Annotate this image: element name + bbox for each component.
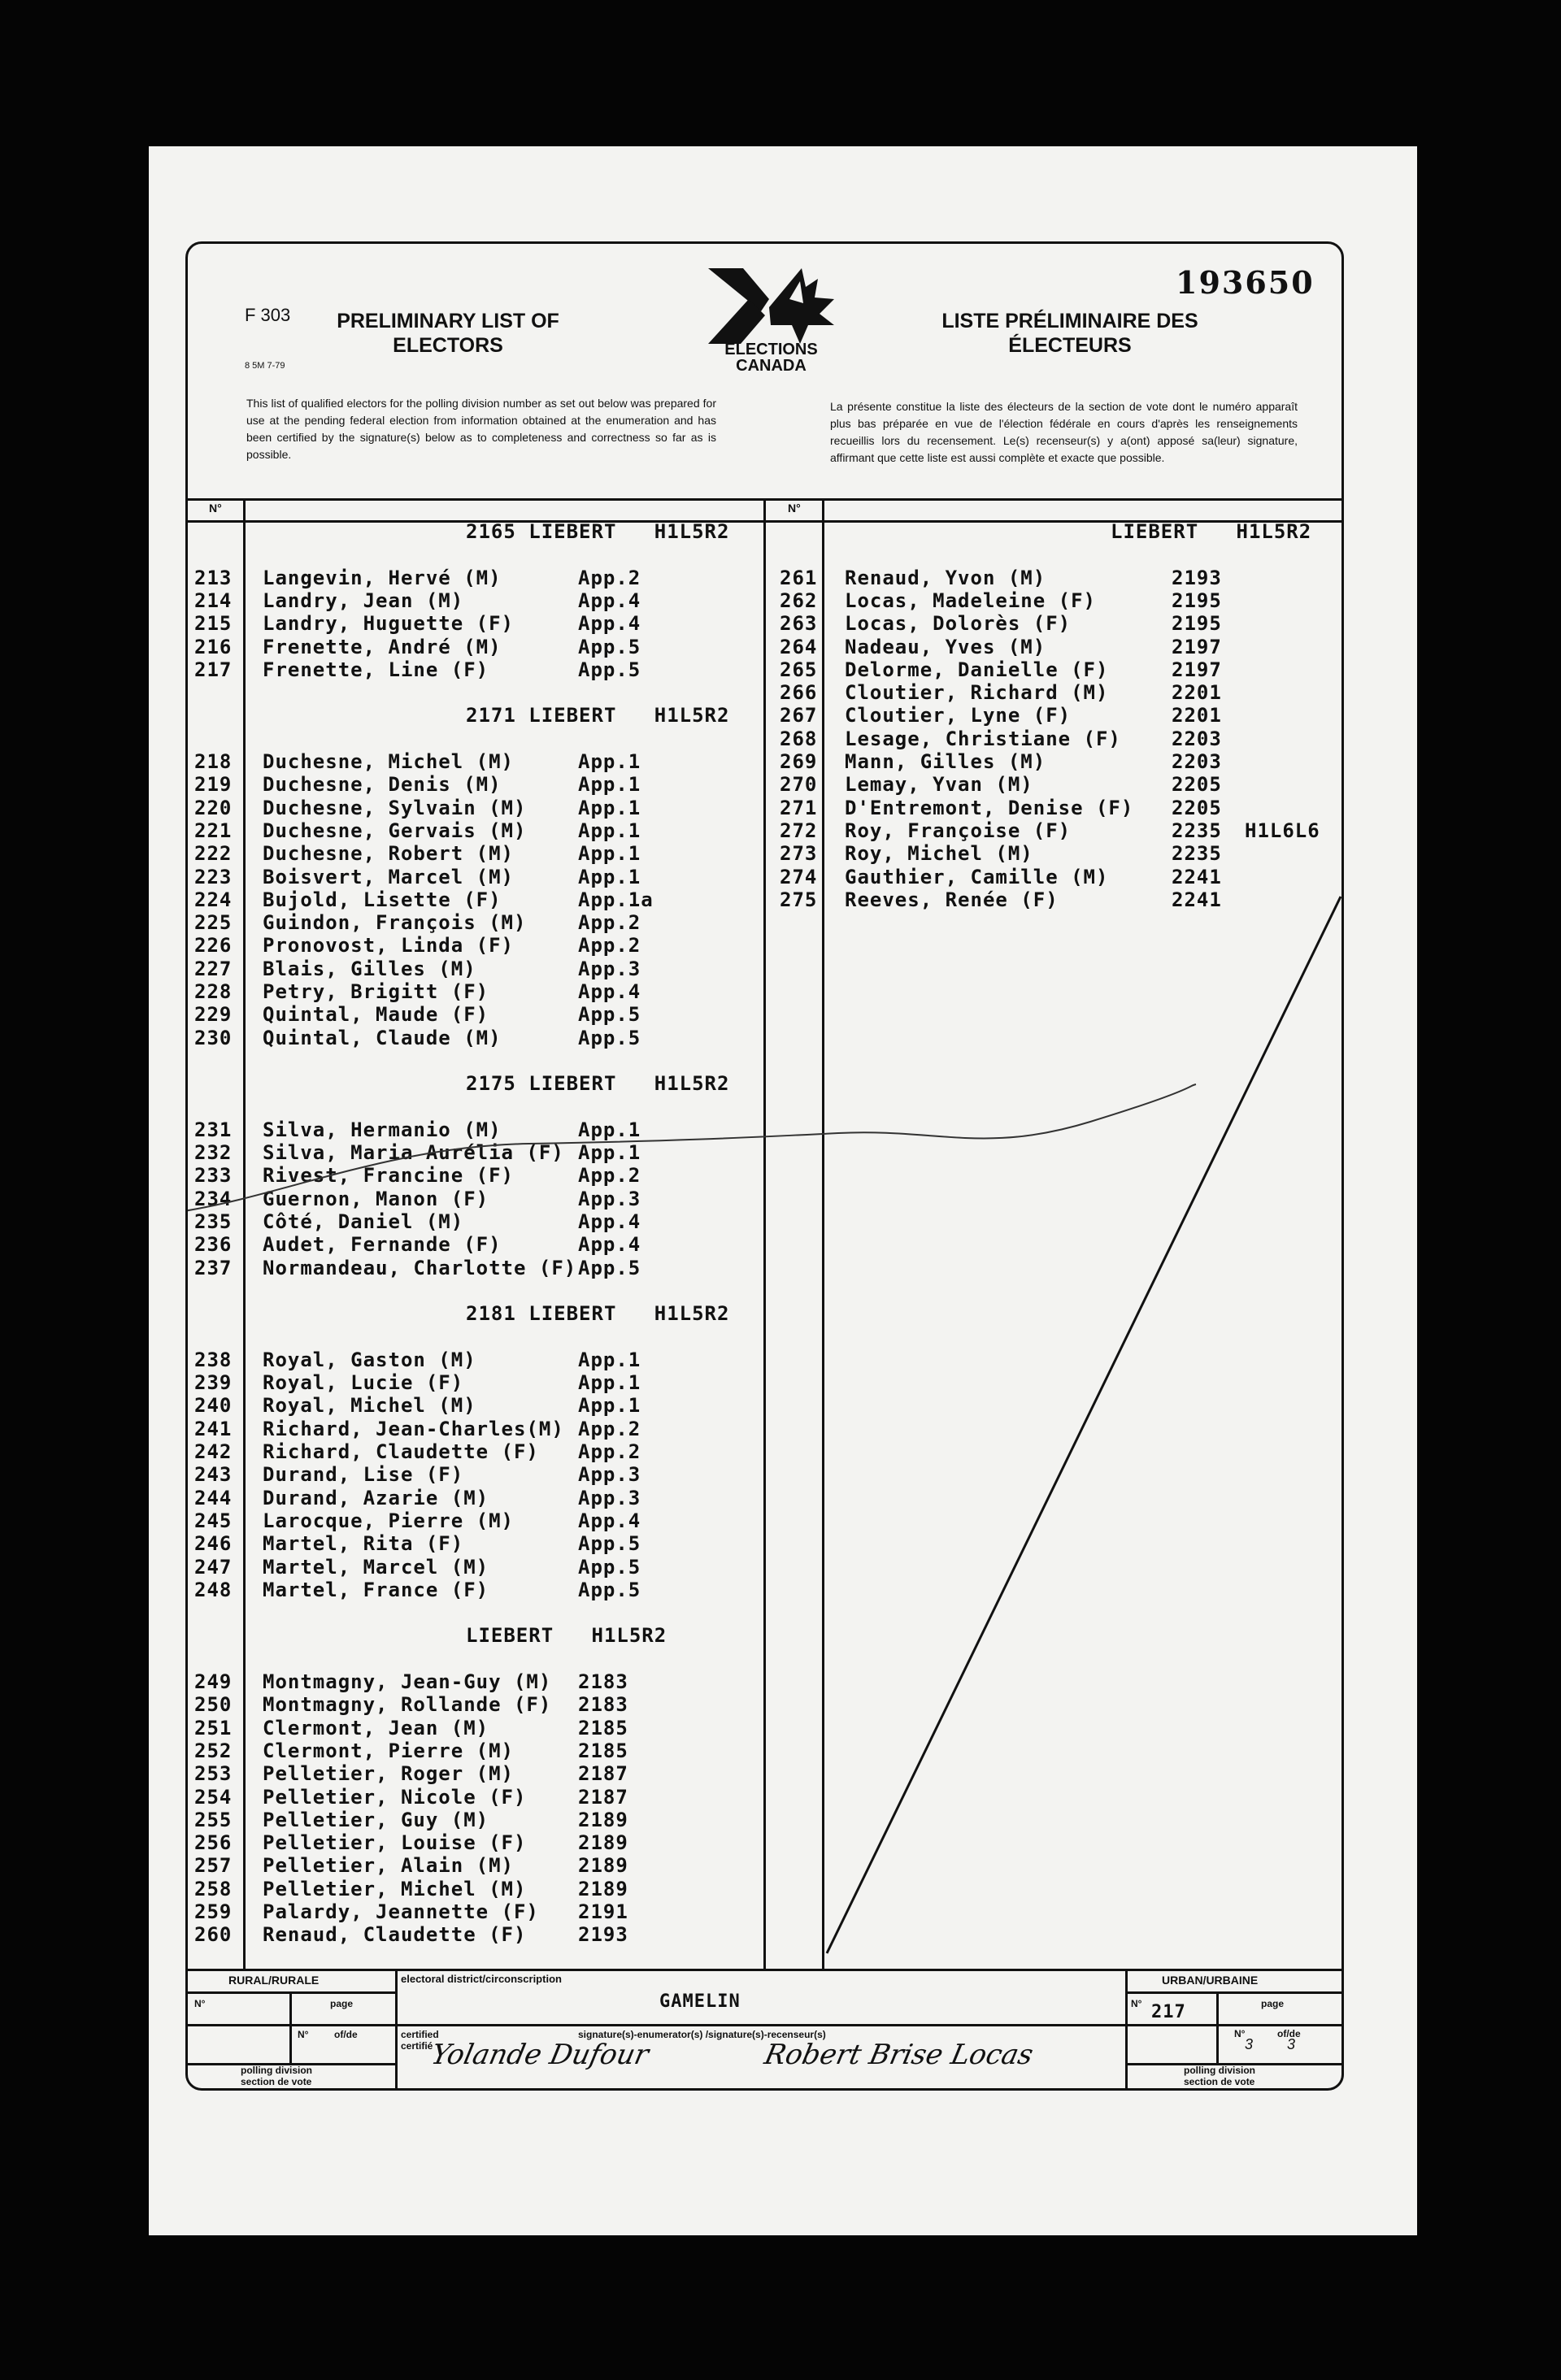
elector-number: 244 bbox=[194, 1486, 233, 1509]
elector-number: 265 bbox=[780, 658, 818, 681]
footer-rule-2 bbox=[1125, 1969, 1128, 2091]
elector-address: App.3 bbox=[578, 957, 641, 980]
elector-name: Pelletier, Nicole (F) bbox=[263, 1785, 527, 1809]
rural-label: RURAL/RURALE bbox=[228, 1974, 320, 1987]
elector-number: 222 bbox=[194, 842, 233, 866]
title-en-line2: ELECTORS bbox=[393, 334, 503, 357]
elector-address: 2183 bbox=[578, 1693, 628, 1717]
elector-name: Langevin, Hervé (M) bbox=[263, 566, 502, 589]
elector-number: 245 bbox=[194, 1509, 233, 1532]
elector-name: Nadeau, Yves (M) bbox=[845, 635, 1046, 658]
certified-label-fr: certifié bbox=[401, 2040, 433, 2052]
rural-page-label: page bbox=[330, 1998, 354, 2009]
elector-address: 2203 bbox=[1172, 727, 1222, 750]
elector-name: Pelletier, Louise (F) bbox=[263, 1831, 527, 1855]
elector-number: 227 bbox=[194, 957, 233, 980]
elector-name: Montmagny, Rollande (F) bbox=[263, 1693, 552, 1717]
elector-name: Duchesne, Robert (M) bbox=[263, 842, 514, 866]
elector-name: Bujold, Lisette (F) bbox=[263, 888, 502, 911]
elector-address: App.5 bbox=[578, 658, 641, 681]
elector-name: Duchesne, Sylvain (M) bbox=[263, 796, 527, 819]
elector-number: 235 bbox=[194, 1210, 233, 1233]
elector-address: 2203 bbox=[1172, 750, 1222, 773]
elector-number: 247 bbox=[194, 1555, 233, 1579]
no-header-left: N° bbox=[209, 502, 222, 515]
elector-number: 218 bbox=[194, 750, 233, 773]
elector-address: 2205 bbox=[1172, 796, 1222, 819]
urban-of-value: 3 bbox=[1287, 2036, 1296, 2052]
footer-top-rule bbox=[188, 1969, 1344, 1971]
elector-name: Mann, Gilles (M) bbox=[845, 750, 1046, 773]
elector-name: Cloutier, Lyne (F) bbox=[845, 704, 1072, 727]
elector-address: App.1 bbox=[578, 842, 641, 866]
elector-name: Montmagny, Jean-Guy (M) bbox=[263, 1670, 552, 1693]
elector-address: 2185 bbox=[578, 1716, 628, 1739]
elector-name: Renaud, Yvon (M) bbox=[845, 566, 1046, 589]
elector-address: 2183 bbox=[578, 1670, 628, 1693]
elector-number: 223 bbox=[194, 865, 233, 888]
elector-number: 255 bbox=[194, 1808, 233, 1831]
pen-strokes bbox=[188, 244, 1344, 2091]
elector-address: App.5 bbox=[578, 1256, 641, 1279]
urban-no-label: N° bbox=[1131, 1998, 1142, 2009]
elector-number: 253 bbox=[194, 1762, 233, 1786]
elector-number: 263 bbox=[780, 612, 818, 636]
elector-number: 266 bbox=[780, 681, 818, 705]
intro-english: This list of qualified electors for the polling division number as set out below was prepared for use at the pending federal election from information obtained at the enumeration and has been certified by the signature(s) below as to completeness and correctness so far as is possible. bbox=[246, 397, 716, 461]
elector-address: 2189 bbox=[578, 1808, 628, 1831]
elector-name: Locas, Madeleine (F) bbox=[845, 588, 1096, 612]
elector-name: Royal, Gaston (M) bbox=[263, 1348, 476, 1371]
elector-address: App.1 bbox=[578, 1118, 641, 1141]
elector-address: 2189 bbox=[578, 1854, 628, 1878]
elector-name: Boisvert, Marcel (M) bbox=[263, 865, 514, 888]
elector-number: 261 bbox=[780, 566, 818, 589]
elector-number: 251 bbox=[194, 1716, 233, 1739]
elector-number: 272 bbox=[780, 819, 818, 842]
elector-number: 269 bbox=[780, 750, 818, 773]
elector-number: 237 bbox=[194, 1256, 233, 1279]
elector-address: App.4 bbox=[578, 612, 641, 636]
elector-name: Palardy, Jeannette (F) bbox=[263, 1900, 539, 1923]
elector-address: App.5 bbox=[578, 1026, 641, 1049]
elector-address: App.1 bbox=[578, 773, 641, 797]
elector-postal-code: H1L6L6 bbox=[1245, 819, 1320, 842]
elector-address: App.4 bbox=[578, 1509, 641, 1532]
elector-number: 236 bbox=[194, 1233, 233, 1257]
address-heading: 2175 LIEBERT H1L5R2 bbox=[466, 1072, 730, 1096]
elector-number: 214 bbox=[194, 588, 233, 612]
elector-address: 2193 bbox=[1172, 566, 1222, 589]
elector-name: Delorme, Danielle (F) bbox=[845, 658, 1109, 681]
elector-address: App.4 bbox=[578, 588, 641, 612]
elector-name: Clermont, Jean (M) bbox=[263, 1716, 489, 1739]
elector-number: 234 bbox=[194, 1187, 233, 1210]
elector-number: 215 bbox=[194, 612, 233, 636]
elector-number: 270 bbox=[780, 773, 818, 797]
elector-name: Pelletier, Roger (M) bbox=[263, 1762, 514, 1786]
electors-list-form bbox=[185, 241, 1344, 2091]
elector-address: App.2 bbox=[578, 1417, 641, 1440]
address-heading: LIEBERT H1L5R2 bbox=[1111, 520, 1312, 543]
elector-number: 271 bbox=[780, 796, 818, 819]
elector-number: 254 bbox=[194, 1785, 233, 1809]
elector-name: Royal, Lucie (F) bbox=[263, 1371, 464, 1395]
elector-name: Larocque, Pierre (M) bbox=[263, 1509, 514, 1532]
elector-number: 273 bbox=[780, 842, 818, 866]
elector-name: Lemay, Yvan (M) bbox=[845, 773, 1033, 797]
elector-address: App.3 bbox=[578, 1486, 641, 1509]
footer-rural-page-rule bbox=[289, 1991, 292, 2063]
elector-name: Guernon, Manon (F) bbox=[263, 1187, 489, 1210]
elector-name: Renaud, Claudette (F) bbox=[263, 1923, 527, 1947]
certified-label-en: certified bbox=[401, 2029, 439, 2040]
elector-name: Reeves, Renée (F) bbox=[845, 888, 1059, 911]
elector-address: App.1 bbox=[578, 1371, 641, 1395]
elector-number: 268 bbox=[780, 727, 818, 750]
elector-number: 240 bbox=[194, 1394, 233, 1418]
elector-number: 225 bbox=[194, 911, 233, 935]
elector-number: 229 bbox=[194, 1003, 233, 1027]
elector-name: Guindon, François (M) bbox=[263, 911, 527, 935]
signature-label: signature(s)-enumerator(s) /signature(s)-recenseur(s) bbox=[578, 2029, 826, 2040]
elector-name: Martel, Marcel (M) bbox=[263, 1555, 489, 1579]
title-fr-line2: ÉLECTEURS bbox=[1008, 334, 1132, 357]
elector-name: Landry, Jean (M) bbox=[263, 588, 464, 612]
elector-address: App.1 bbox=[578, 1348, 641, 1371]
elector-number: 226 bbox=[194, 934, 233, 958]
elector-address: App.5 bbox=[578, 1532, 641, 1556]
elector-name: Blais, Gilles (M) bbox=[263, 957, 476, 980]
urban-of-label: of/de bbox=[1277, 2028, 1301, 2039]
elector-address: App.1 bbox=[578, 796, 641, 819]
elector-name: Frenette, André (M) bbox=[263, 635, 502, 658]
elector-name: D'Entremont, Denise (F) bbox=[845, 796, 1134, 819]
urban-page-label: page bbox=[1261, 1998, 1285, 2009]
elector-number: 262 bbox=[780, 588, 818, 612]
elector-address: App.3 bbox=[578, 1187, 641, 1210]
elector-name: Cloutier, Richard (M) bbox=[845, 681, 1109, 705]
elector-address: 2241 bbox=[1172, 865, 1222, 888]
elector-number: 258 bbox=[194, 1877, 233, 1900]
elector-number: 233 bbox=[194, 1164, 233, 1188]
elector-name: Martel, France (F) bbox=[263, 1578, 489, 1601]
no-header-right: N° bbox=[788, 502, 801, 515]
elector-number: 257 bbox=[194, 1854, 233, 1878]
signature-yolande-dufour: Yolande Dufour bbox=[428, 2039, 652, 2071]
elector-number: 241 bbox=[194, 1417, 233, 1440]
title-en-line1: PRELIMINARY LIST OF bbox=[337, 310, 559, 332]
elector-address: 2189 bbox=[578, 1877, 628, 1900]
elector-address: App.5 bbox=[578, 1578, 641, 1601]
elector-address: App.1 bbox=[578, 1141, 641, 1165]
elector-address: App.4 bbox=[578, 980, 641, 1003]
signature-robert-brise-locas: Robert Brise Locas bbox=[761, 2039, 1037, 2071]
elector-address: App.1 bbox=[578, 819, 641, 842]
district-label: electoral district/circonscription bbox=[401, 1973, 562, 1985]
elector-number: 252 bbox=[194, 1739, 233, 1762]
form-code: F 303 bbox=[245, 305, 291, 325]
elector-name: Lesage, Christiane (F) bbox=[845, 727, 1121, 750]
elector-address: App.2 bbox=[578, 1440, 641, 1463]
elector-address: App.2 bbox=[578, 911, 641, 935]
elector-address: 2235 bbox=[1172, 819, 1222, 842]
elector-name: Landry, Huguette (F) bbox=[263, 612, 514, 636]
elector-address: 2187 bbox=[578, 1785, 628, 1809]
elector-address: App.5 bbox=[578, 635, 641, 658]
elector-name: Côté, Daniel (M) bbox=[263, 1210, 464, 1233]
elector-address: 2193 bbox=[578, 1923, 628, 1947]
urban-label: URBAN/URBAINE bbox=[1162, 1974, 1259, 1987]
address-heading: 2171 LIEBERT H1L5R2 bbox=[466, 704, 730, 727]
elector-address: 2197 bbox=[1172, 658, 1222, 681]
elector-name: Quintal, Maude (F) bbox=[263, 1003, 489, 1027]
elector-number: 246 bbox=[194, 1532, 233, 1556]
logo-text-1: ELECTIONS bbox=[724, 341, 818, 358]
elector-address: 2201 bbox=[1172, 681, 1222, 705]
elector-name: Clermont, Pierre (M) bbox=[263, 1739, 514, 1762]
elector-name: Petry, Brigitt (F) bbox=[263, 980, 489, 1003]
elector-name: Silva, Hermanio (M) bbox=[263, 1118, 502, 1141]
elector-number: 232 bbox=[194, 1141, 233, 1165]
elector-address: App.2 bbox=[578, 1164, 641, 1188]
elector-address: App.1 bbox=[578, 1394, 641, 1418]
rural-no-label: N° bbox=[194, 1998, 206, 2009]
elector-name: Durand, Azarie (M) bbox=[263, 1486, 489, 1509]
elector-address: 2195 bbox=[1172, 612, 1222, 636]
elector-address: App.4 bbox=[578, 1233, 641, 1257]
elector-name: Royal, Michel (M) bbox=[263, 1394, 476, 1418]
elector-number: 275 bbox=[780, 888, 818, 911]
elector-name: Richard, Jean-Charles(M) bbox=[263, 1417, 564, 1440]
form-date: 8 5M 7-79 bbox=[245, 361, 285, 371]
elector-name: Normandeau, Charlotte (F) bbox=[263, 1256, 577, 1279]
elector-name: Silva, Maria Aurélia (F) bbox=[263, 1141, 564, 1165]
elector-address: 2189 bbox=[578, 1831, 628, 1855]
elector-address: 2201 bbox=[1172, 704, 1222, 727]
elector-address: 2205 bbox=[1172, 773, 1222, 797]
elector-name: Roy, Françoise (F) bbox=[845, 819, 1072, 842]
elector-name: Frenette, Line (F) bbox=[263, 658, 489, 681]
elector-number: 267 bbox=[780, 704, 818, 727]
elector-number: 224 bbox=[194, 888, 233, 911]
rural-polling-line1: polling division bbox=[241, 2065, 312, 2076]
elector-number: 221 bbox=[194, 819, 233, 842]
elector-name: Pronovost, Linda (F) bbox=[263, 934, 514, 958]
elector-number: 231 bbox=[194, 1118, 233, 1141]
footer-urban-rule bbox=[1125, 1991, 1344, 1994]
elector-number: 213 bbox=[194, 566, 233, 589]
elector-address: App.5 bbox=[578, 1555, 641, 1579]
elector-address: 2187 bbox=[578, 1762, 628, 1786]
elector-name: Quintal, Claude (M) bbox=[263, 1026, 502, 1049]
district-value: GAMELIN bbox=[659, 1991, 741, 2012]
urban-page-value: 3 bbox=[1245, 2036, 1254, 2052]
elector-number: 217 bbox=[194, 658, 233, 681]
elector-number: 249 bbox=[194, 1670, 233, 1693]
elector-address: App.5 bbox=[578, 1003, 641, 1027]
elector-name: Duchesne, Gervais (M) bbox=[263, 819, 527, 842]
elector-address: 2195 bbox=[1172, 588, 1222, 612]
elector-address: App.2 bbox=[578, 566, 641, 589]
elector-name: Duchesne, Denis (M) bbox=[263, 773, 502, 797]
elector-name: Roy, Michel (M) bbox=[845, 842, 1033, 866]
elector-address: 2197 bbox=[1172, 635, 1222, 658]
elector-number: 256 bbox=[194, 1831, 233, 1855]
urban-polling-line1: polling division bbox=[1184, 2065, 1255, 2076]
address-heading: 2165 LIEBERT H1L5R2 bbox=[466, 520, 730, 543]
elector-number: 274 bbox=[780, 865, 818, 888]
elector-number: 220 bbox=[194, 796, 233, 819]
elector-number: 248 bbox=[194, 1578, 233, 1601]
elector-name: Audet, Fernande (F) bbox=[263, 1233, 502, 1257]
elector-number: 238 bbox=[194, 1348, 233, 1371]
elector-name: Pelletier, Guy (M) bbox=[263, 1808, 489, 1831]
logo-text-2: CANADA bbox=[736, 357, 807, 375]
elector-name: Pelletier, Michel (M) bbox=[263, 1877, 527, 1900]
elector-name: Richard, Claudette (F) bbox=[263, 1440, 539, 1463]
rural-of-label: of/de bbox=[334, 2029, 358, 2040]
elector-address: App.1a bbox=[578, 888, 654, 911]
elector-number: 264 bbox=[780, 635, 818, 658]
elector-address: App.1 bbox=[578, 750, 641, 773]
rural-page-no-label: N° bbox=[298, 2029, 309, 2040]
address-heading: LIEBERT H1L5R2 bbox=[466, 1624, 667, 1648]
elector-address: App.3 bbox=[578, 1463, 641, 1487]
footer-rule-1 bbox=[395, 1969, 398, 2091]
footer-mid-rule bbox=[188, 2024, 1344, 2026]
urban-polling-line2: section de vote bbox=[1184, 2076, 1255, 2087]
elector-number: 260 bbox=[194, 1923, 233, 1947]
document-number: 193650 bbox=[1176, 264, 1315, 301]
elector-number: 216 bbox=[194, 635, 233, 658]
footer-urban-page-rule bbox=[1216, 1991, 1219, 2063]
elector-number: 243 bbox=[194, 1463, 233, 1487]
elector-address: App.4 bbox=[578, 1210, 641, 1233]
elector-number: 250 bbox=[194, 1693, 233, 1717]
rural-polling-line2: section de vote bbox=[241, 2076, 312, 2087]
elector-address: 2235 bbox=[1172, 842, 1222, 866]
elector-address: 2191 bbox=[578, 1900, 628, 1923]
intro-french: La présente constitue la liste des électeurs de la section de vote dont le numéro apparaît plus bas préparée en vue de l'élection fédérale en cours d'après les renseignements recueillis lors du recensement. Le(s) recenseur(s) y a(ont) apposé sa(leur) signature, affirmant que cette liste est aussi complète et exacte que possible. bbox=[830, 400, 1298, 464]
elector-name: Durand, Lise (F) bbox=[263, 1463, 464, 1487]
title-fr-line1: LISTE PRÉLIMINAIRE DES bbox=[941, 310, 1198, 332]
elector-name: Locas, Dolorès (F) bbox=[845, 612, 1072, 636]
elector-number: 230 bbox=[194, 1026, 233, 1049]
elector-name: Pelletier, Alain (M) bbox=[263, 1854, 514, 1878]
elector-address: App.1 bbox=[578, 865, 641, 888]
elector-number: 239 bbox=[194, 1371, 233, 1395]
urban-no-value: 217 bbox=[1151, 2002, 1186, 2022]
elector-number: 242 bbox=[194, 1440, 233, 1463]
elector-number: 228 bbox=[194, 980, 233, 1003]
elector-number: 219 bbox=[194, 773, 233, 797]
elector-number: 259 bbox=[194, 1900, 233, 1923]
elector-name: Martel, Rita (F) bbox=[263, 1532, 464, 1556]
elector-name: Gauthier, Camille (M) bbox=[845, 865, 1109, 888]
elector-address: App.2 bbox=[578, 934, 641, 958]
elector-address: 2185 bbox=[578, 1739, 628, 1762]
elector-name: Duchesne, Michel (M) bbox=[263, 750, 514, 773]
elector-address: 2241 bbox=[1172, 888, 1222, 911]
urban-page-no-label: N° bbox=[1234, 2028, 1246, 2039]
elector-name: Rivest, Francine (F) bbox=[263, 1164, 514, 1188]
address-heading: 2181 LIEBERT H1L5R2 bbox=[466, 1302, 730, 1326]
